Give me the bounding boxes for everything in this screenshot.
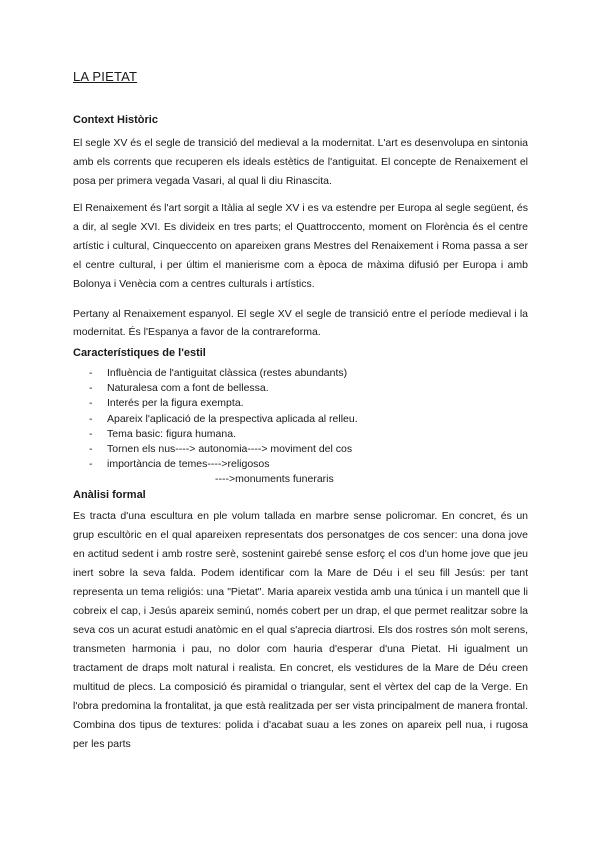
list-item: - importància de temes---->religosos <box>89 458 270 471</box>
list-item: - Tornen els nus----> autonomia----> moviment del cos <box>89 443 353 456</box>
formal-paragraph: Es tracta d'una escultura en ple volum tallada en marbre sense policromar. En concret, és un grup escultòric en el qual apareixen representats dos personatges de cos sencer: una dona jove en actitud sedent i amb rostre serè, sostenint gairebé sense esforç el cos d'un home jove que jeu inert sobre la seva falda. Podem identificar com la Mare de Déu i el seu fill Jesús: per tant representa un tema religiós: una "Pietat". Maria apareix vestida amb una túnica i un mantell que li cobreix el cap, i Jesús apareix seminú, només cobert per un drap, el que permet realitzar sobre la seva cos un acurat estudi anatòmic en el qual s'aprecia diartrosi. Els dos rostres són molt serens, transmeten harmonia i pau, no dolor com hauria d'esperar d'una Pietat. Hi igualment un tractament de draps molt natural i realista. En concret, els vestidures de la Mare de Déu creen multitud de plecs. La composició és piramidal o triangular, sent el vèrtex del cap de la Verge. En l'obra predomina la frontalitat, ja que està realitzada per ser vista principalment de manera frontal. Combina dos tipus de textures: polida i d'acabat suau a les zones on apareix pell nua, i rugosa per les parts <box>73 510 528 750</box>
context-paragraph-3: Pertany al Renaixement espanyol. El segle XV el segle de transició entre el període medieval i la modernitat. És l'Espanya a favor de la contrareforma. <box>73 308 528 338</box>
heading-characteristics: Característiques de l'estil <box>73 347 206 359</box>
list-item-continuation: ---->monuments funeraris <box>215 473 334 486</box>
characteristics-list <box>73 366 528 488</box>
context-paragraph-1: El segle XV és el segle de transició del medieval a la modernitat. L'art es desenvolupa en sintonia amb els corrents que recuperen els ideals estètics de l'antiguitat. El concepte de Renaixement el posa per primera vegada Vasari, al qual li diu Rinascita. <box>73 137 528 187</box>
list-item: - Naturalesa com a font de bellessa. <box>89 382 269 395</box>
list-item: - Interés per la figura exempta. <box>89 397 244 410</box>
list-item: - Apareix l'aplicació de la prespectiva aplicada al relleu. <box>89 412 358 425</box>
document-title: LA PIETAT <box>73 69 138 84</box>
list-item: - Tema basic: figura humana. <box>89 427 236 440</box>
heading-context: Context Històric <box>73 114 158 126</box>
heading-formal-analysis: Anàlisi formal <box>73 489 146 501</box>
list-item: - Influència de l'antiguitat clàssica (restes abundants) <box>89 367 348 379</box>
context-paragraph-2: El Renaixement és l'art sorgit a Itàlia al segle XV i es va estendre per Europa al segle següent, és a dir, al segle XVI. Es divideix en tres parts; el Quattroccento, moment on Florència és el centre artístic i cultural, Cinqueccento on apareixen grans Mestres del Renaixement i Roma passa a ser el centre cultural, i per últim el manierisme com a època de màxima difusió per Europa i amb Bolonya i Venècia com a centres culturals i artístics. <box>73 202 528 290</box>
